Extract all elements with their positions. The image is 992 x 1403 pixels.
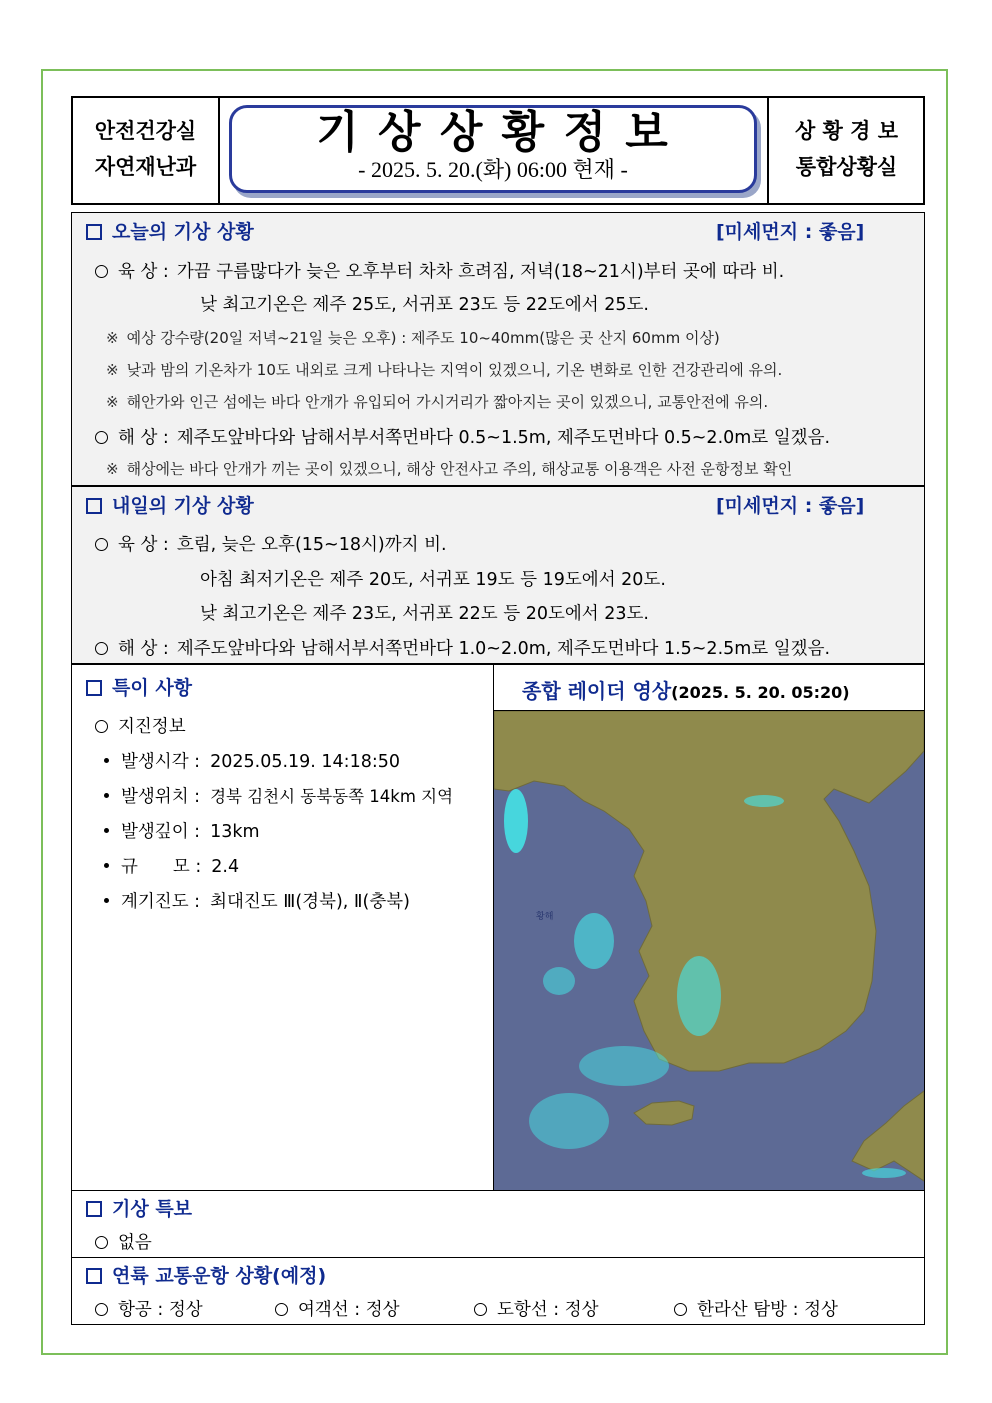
tomorrow-land-line-2: 아침 최저기온은 제주 20도, 서귀포 19도 등 19도에서 20도.: [200, 570, 666, 590]
note-mark-icon: ※: [106, 460, 119, 478]
radar-echo: [574, 913, 614, 969]
checkbox-icon: [86, 224, 102, 240]
checkbox-icon: [86, 1201, 102, 1217]
bullet-dot-icon: [104, 828, 109, 833]
traffic-item-air: 항공 : 정상: [95, 1296, 203, 1321]
today-note-2: ※ 낮과 밤의 기온차가 10도 내외로 크게 나타나는 지역이 있겠으니, 기온 변화로 인한 건강관리에 유의.: [106, 361, 783, 379]
circle-bullet-icon: [95, 1236, 108, 1249]
checkbox-icon: [86, 680, 102, 696]
radar-title: 종합 레이더 영상(2025. 5. 20. 05:20): [522, 679, 850, 703]
today-heading: [86, 217, 254, 244]
today-note-3: ※ 해안가와 인근 섬에는 바다 안개가 유입되어 가시거리가 짧아지는 곳이 있겠으니, 교통안전에 유의.: [106, 393, 769, 411]
today-land-line-2: 낮 최고기온은 제주 25도, 서귀포 23도 등 22도에서 25도.: [200, 295, 649, 315]
special-heading: 특이 사항: [86, 673, 192, 700]
earthquake-row: 발생깊이 : 13km: [104, 818, 260, 843]
department-line-2: 자연재난과: [94, 155, 197, 179]
header-left-divider: [218, 96, 220, 205]
circle-bullet-icon: [95, 431, 108, 444]
warning-section: [71, 1190, 925, 1258]
radar-echo: [529, 1093, 609, 1149]
circle-bullet-icon: [474, 1303, 487, 1316]
circle-bullet-icon: [674, 1303, 687, 1316]
earthquake-row: 발생위치 : 경북 김천시 동북동쪽 14km 지역: [104, 783, 453, 808]
earthquake-row: 규 모 : 2.4: [104, 853, 239, 878]
checkbox-icon: [86, 498, 102, 514]
tomorrow-dust: [미세먼지 : 좋음]: [716, 495, 865, 517]
radar-echo: [504, 789, 528, 853]
earthquake-row: 계기진도 : 최대진도 Ⅲ(경북), Ⅱ(충북): [104, 888, 410, 913]
radar-echo: [862, 1168, 906, 1178]
tomorrow-heading: 내일의 기상 상황: [86, 491, 254, 518]
special-section: [71, 664, 494, 1191]
radar-sea-label: 황해: [536, 912, 554, 922]
checkbox-icon: [86, 1268, 102, 1284]
bullet-dot-icon: [104, 758, 109, 763]
earthquake-item: 지진정보: [95, 713, 186, 738]
radar-echo: [744, 795, 784, 807]
note-mark-icon: ※: [106, 329, 119, 347]
radar-echo: [677, 956, 721, 1036]
today-heading-text: 오늘의 기상 상황: [112, 221, 254, 243]
bullet-dot-icon: [104, 898, 109, 903]
department-line-1: 안전건강실: [94, 119, 197, 143]
today-dust: [미세먼지 : 좋음]: [716, 221, 865, 243]
department-name: [73, 113, 218, 185]
circle-bullet-icon: [95, 538, 108, 551]
today-land: 육 상 : 가끔 구름많다가 늦은 오후부터 차차 흐려짐, 저녁(18~21시)부터 곳에 따라 비.: [95, 258, 784, 283]
today-sea: 해 상 : 제주도앞바다와 남해서부서쪽먼바다 0.5~1.5m, 제주도먼바다 0.5~2.0m로 일겠음.: [95, 424, 830, 449]
earthquake-row: 발생시각 : 2025.05.19. 14:18:50: [104, 748, 400, 773]
tomorrow-land-line-3: 낮 최고기온은 제주 23도, 서귀포 22도 등 20도에서 23도.: [200, 604, 649, 624]
tomorrow-land: 육 상 : 흐림, 늦은 오후(15~18시)까지 비.: [95, 531, 447, 556]
traffic-item-island-ferry: 도항선 : 정상: [474, 1296, 599, 1321]
note-mark-icon: ※: [106, 361, 119, 379]
note-mark-icon: ※: [106, 393, 119, 411]
office-line-2: 통합상황실: [795, 155, 898, 179]
traffic-heading: 연륙 교통운항 상황(예정): [86, 1261, 326, 1288]
page-subtitle: - 2025. 5. 20.(화) 06:00 현재 -: [358, 157, 628, 182]
today-note-4: ※ 해상에는 바다 안개가 끼는 곳이 있겠으니, 해상 안전사고 주의, 해상교통 이용객은 사전 운항정보 확인: [106, 460, 793, 478]
warning-value: 없음: [95, 1229, 152, 1254]
office-line-1: 상 황 경 보: [794, 119, 899, 143]
office-name: [769, 113, 924, 185]
radar-image: [494, 711, 924, 1190]
circle-bullet-icon: [95, 642, 108, 655]
circle-bullet-icon: [95, 1303, 108, 1316]
bullet-dot-icon: [104, 793, 109, 798]
circle-bullet-icon: [275, 1303, 288, 1316]
today-land-line-1: 가끔 구름많다가 늦은 오후부터 차차 흐려짐, 저녁(18~21시)부터 곳에 따라 비.: [176, 262, 785, 282]
bullet-dot-icon: [104, 863, 109, 868]
page-title: 기 상 상 황 정 보: [316, 107, 670, 158]
radar-echo: [579, 1046, 669, 1086]
circle-bullet-icon: [95, 265, 108, 278]
radar-echo: [543, 967, 575, 995]
traffic-item-ferry: 여객선 : 정상: [275, 1296, 400, 1321]
circle-bullet-icon: [95, 720, 108, 733]
tomorrow-sea: 해 상 : 제주도앞바다와 남해서부서쪽먼바다 1.0~2.0m, 제주도먼바다 1.5~2.5m로 일겠음.: [95, 635, 830, 660]
today-note-1: ※ 예상 강수량(20일 저녁~21일 늦은 오후) : 제주도 10~40mm(많은 곳 산지 60mm 이상): [106, 329, 720, 347]
warning-heading: 기상 특보: [86, 1194, 192, 1221]
traffic-item-hallasan: 한라산 탐방 : 정상: [674, 1296, 838, 1321]
